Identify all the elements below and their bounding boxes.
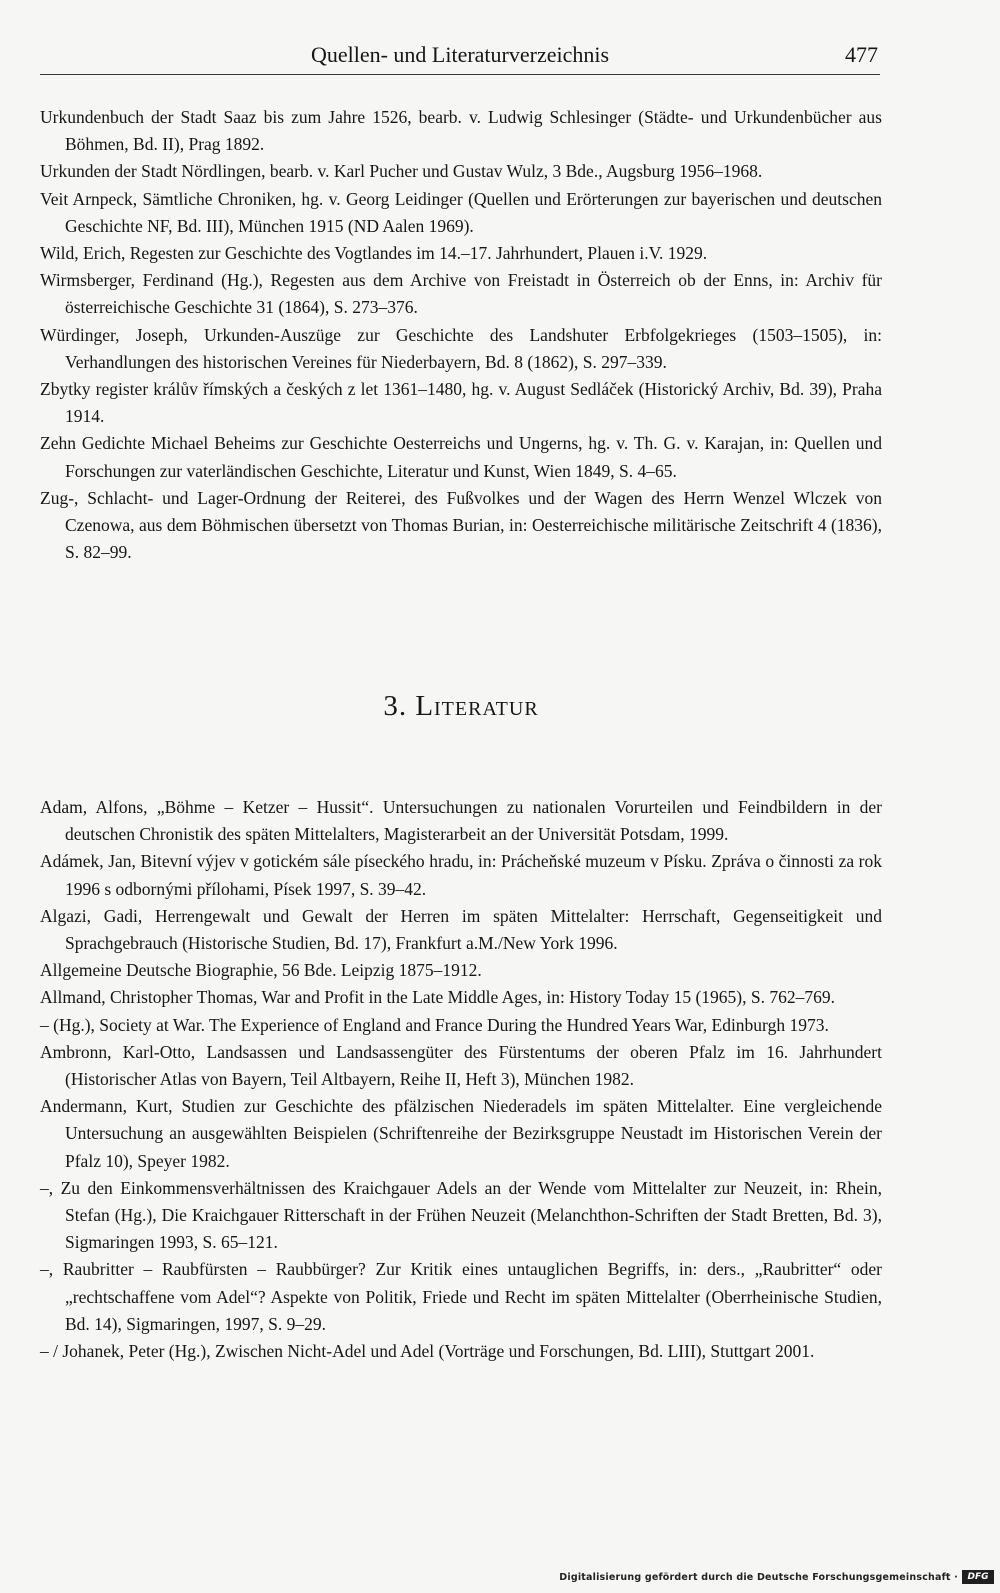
bibliography-entry: –, Zu den Einkommensverhältnissen des Kraichgauer Adels an der Wende vom Mittelalter zur Neuzeit, in: Rhein, Stefan (Hg.), Die Kraichgauer Ritterschaft in der Frühen Neuzeit (Melanchthon-Schriften der Stadt Bretten, Bd. 3), Sigmaringen 1993, S. 65–121. bbox=[40, 1177, 882, 1253]
section-title: Literatur bbox=[415, 690, 539, 722]
bibliography-entry: Würdinger, Joseph, Urkunden-Auszüge zur Geschichte des Landshuter Erbfolgekrieges (1503–1505), in: Verhandlungen des historischen Vereines für Niederbayern, Bd. 8 (1862), S. 297–339. bbox=[40, 324, 882, 372]
bibliography-entry: – / Johanek, Peter (Hg.), Zwischen Nicht-Adel und Adel (Vorträge und Forschungen, Bd. LIII), Stuttgart 2001. bbox=[40, 1341, 815, 1362]
section-heading bbox=[40, 690, 882, 723]
page-number: 477 bbox=[845, 42, 878, 67]
bibliography-entry: Zbytky register králův římských a českých z let 1361–1480, hg. v. August Sedláček (Historický Archiv, Bd. 39), Praha 1914. bbox=[40, 379, 882, 427]
running-header bbox=[40, 36, 880, 75]
bibliography-entry: Urkundenbuch der Stadt Saaz bis zum Jahre 1526, bearb. v. Ludwig Schlesinger (Städte- und Urkundenbücher aus Böhmen, Bd. II), Prag 1892. bbox=[40, 107, 882, 155]
literature-list bbox=[40, 794, 882, 1365]
bibliography-entry: Allmand, Christopher Thomas, War and Profit in the Late Middle Ages, in: History Today 15 (1965), S. 762–769. bbox=[40, 987, 835, 1008]
bibliography-entry: Wirmsberger, Ferdinand (Hg.), Regesten aus dem Archive von Freistadt in Österreich ob der Enns, in: Archiv für österreichische Geschichte 31 (1864), S. 273–376. bbox=[40, 270, 882, 318]
bibliography-entry: Ambronn, Karl-Otto, Landsassen und Landsassengüter des Fürstentums der oberen Pfalz im 16. Jahrhundert (Historischer Atlas von Bayern, Teil Altbayern, Reihe II, Heft 3), München 1982. bbox=[40, 1041, 882, 1090]
bibliography-entry: Zehn Gedichte Michael Beheims zur Geschichte Oesterreichs und Ungerns, hg. v. Th. G. v. Karajan, in: Quellen und Forschungen zur vaterländischen Geschichte, Literatur und Kunst, Wien 1849, S. 4–65. bbox=[40, 433, 882, 481]
dfg-logo: DFG bbox=[962, 1570, 994, 1584]
bibliography-entry: –, Raubritter – Raubfürsten – Raubbürger? Zur Kritik eines untauglichen Begriffs, in: ders., „Raubritter“ oder „rechtschaffene vom Adel“? Aspekte von Politik, Friede und Recht im späten Mittelalter (Oberrheinische Studien, Bd. 14), Sigmaringen, 1997, S. 9–29. bbox=[40, 1259, 882, 1334]
bibliography-entry: Allgemeine Deutsche Biographie, 56 Bde. Leipzig 1875–1912. bbox=[40, 960, 482, 981]
bibliography-entry: Zug-, Schlacht- und Lager-Ordnung der Reiterei, des Fußvolkes und der Wagen des Herrn Wenzel Wlczek von Czenowa, aus dem Böhmischen übersetzt von Thomas Burian, in: Oesterreichische militärische Zeitschrift 4 (1836), S. 82–99. bbox=[40, 487, 882, 563]
bibliography-entry: Wild, Erich, Regesten zur Geschichte des Vogtlandes im 14.–17. Jahrhundert, Plauen i.V. 1929. bbox=[40, 243, 708, 264]
bibliography-entry: – (Hg.), Society at War. The Experience of England and France During the Hundred Years War, Edinburgh 1973. bbox=[40, 1014, 829, 1035]
bibliography-entry: Andermann, Kurt, Studien zur Geschichte des pfälzischen Niederadels im späten Mittelalter. Eine vergleichende Untersuchung an ausgewählten Beispielen (Schriftenreihe der Bezirksgruppe Neustadt im Historischen Verein der Pfalz 10), Speyer 1982. bbox=[40, 1096, 882, 1171]
running-title: Quellen- und Literaturverzeichnis bbox=[310, 42, 610, 67]
digitization-credit: Digitalisierung gefördert durch die Deutsche Forschungsgemeinschaft · bbox=[559, 1572, 958, 1583]
bibliography-entry: Veit Arnpeck, Sämtliche Chroniken, hg. v. Georg Leidinger (Quellen und Erörterungen zur bayerischen und deutschen Geschichte NF, Bd. III), München 1915 (ND Aalen 1969). bbox=[40, 188, 882, 236]
bibliography-entry: Adámek, Jan, Bitevní výjev v gotickém sále píseckého hradu, in: Prácheňské muzeum v Písku. Zpráva o činnosti za rok 1996 s odbornými přílohami, Písek 1997, S. 39–42. bbox=[40, 851, 882, 899]
bibliography-entry: Algazi, Gadi, Herrengewalt und Gewalt der Herren im späten Mittelalter: Herrschaft, Gegenseitigkeit und Sprachgebrauch (Historische Studien, Bd. 17), Frankfurt a.M./New York 1996. bbox=[40, 905, 882, 954]
sources-list bbox=[40, 104, 882, 566]
bibliography-entry: Adam, Alfons, „Böhme – Ketzer – Hussit“. Untersuchungen zu nationalen Vorurteilen und Feindbildern in der deutschen Chronistik des späten Mittelalters, Magisterarbeit an der Universität Potsdam, 1999. bbox=[40, 797, 882, 845]
bibliography-entry: Urkunden der Stadt Nördlingen, bearb. v. Karl Pucher und Gustav Wulz, 3 Bde., Augsburg 1956–1968. bbox=[40, 161, 763, 182]
section-number: 3. bbox=[383, 690, 408, 722]
